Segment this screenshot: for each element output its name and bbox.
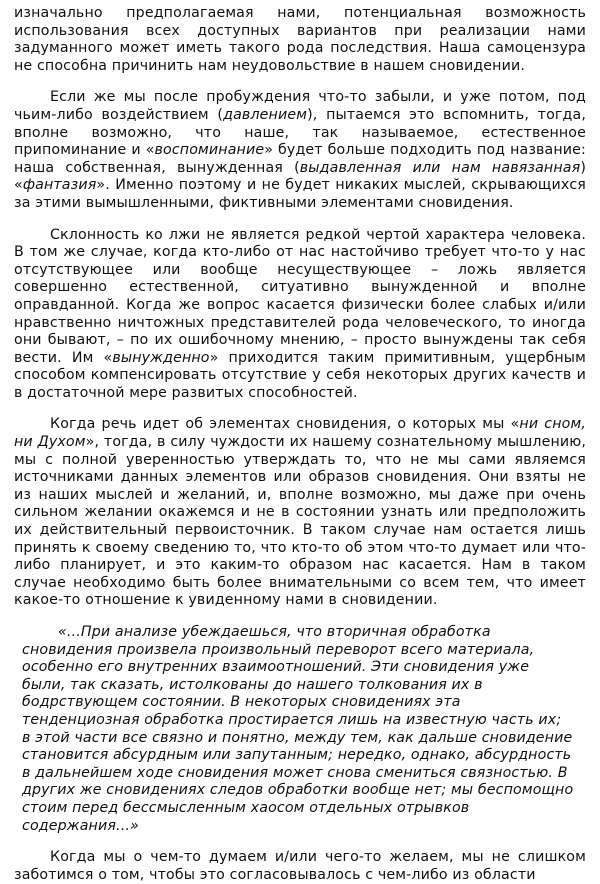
paragraph-2 — [14, 89, 586, 212]
paragraph-4 — [14, 416, 586, 610]
paragraph-6 — [14, 849, 586, 884]
text-segment: ), пытаемся это вспомнить, тогда, вполне возможно, что наше, так называемое, естественное припоминание и « — [14, 106, 586, 159]
italic-text-segment: вынужденно — [112, 349, 210, 366]
text-segment: Если же мы после пробуждения что-то забыли, и уже потом, под чьим-либо воздействием ( — [14, 89, 586, 123]
italic-text-segment: давлением — [223, 106, 308, 123]
text-segment: ) « — [14, 159, 586, 194]
text-segment: изначально предполагаемая нами, потенциальная возможность использования всех доступных вариантов при реализации нами задуманного может иметь такого рода последствия. Наша самоцензура не способна причинить нам неудовольствие в нашем сновидении. — [14, 5, 586, 74]
paragraph-3 — [14, 227, 586, 403]
italic-text-segment: ни сном, ни Духом — [14, 416, 586, 451]
italic-text-segment: воспоминание — [154, 142, 265, 159]
text-segment: Когда речь идет об элементах сновидения, о которых мы « — [50, 416, 520, 433]
text-segment: Склонность ко лжи не является редкой чертой характера человека. В том же случае, когда кто-либо от нас настойчиво требует что-то у нас отсутствующее или вообще несуществующее – ложь является совершенно естественной, ситуативно вынужденной и вполне оправданной. Когда же вопрос касается физически более слабых и/или нравственно ничтожных представителей рода человеческого, то иногда они бывают, – по их ошибочному мнению, – просто вынуждены так себя вести. Им « — [14, 226, 586, 366]
text-segment: », тогда, в силу чуждости их нашему сознательному мышлению, мы с полной уверенностью утверждать то, что не мы сами являемся источниками данных элементов или образов сновидения. Они взяты не из наших мыслей и желаний, и, вполне возможно, мы даже при очень сильном желании окажемся и не в состоянии узнать или предположить их действительный первоисточник. В таком случае нам остается лишь принять к своему сведению то, что кто-то об этом что-то думает или что-либо планирует, и это каким-то образом нас касается. Нам в таком случае необходимо быть более внимательными со всем тем, что имеет какое-то отношение к увиденному нами в сновидении. — [14, 434, 587, 609]
text-segment: ». Именно поэтому и не будет никаких мыслей, скрывающихся за этими вымышленными, фиктивными элементами сновидения. — [14, 177, 586, 211]
paragraph-1 — [14, 5, 586, 75]
text-segment: » будет больше подходить под название: наша собственная, вынужденная ( — [14, 142, 586, 176]
text-segment: Когда мы о чем-то думаем и/или чего-то желаем, мы не слишком заботимся о том, чтобы это согласовывалось с чем-либо из области — [14, 849, 586, 883]
text-segment: » приходится таким примитивным, ущербным способом компенсировать отсутствие у себя некоторых других качеств и в достаточной мере развитых способностей. — [14, 349, 586, 401]
quotation-block: «...При анализе убеждаешься, что вторичная обработка сновидения произвела произвольный переворот всего материала, особенно его внутренних взаимоотношений. Эти сновидения уже были, так сказать, истолкованы до нашего толкования их в бодрствующем состоянии. В некоторых сновидениях эта тенденциозная обработка простирается лишь на известную часть их; в этой части все связно и понятно, между тем, как дальше сновидение становится абсурдным или запутанным; нередко, однако, абсурдность в дальнейшем ходе сновидения может снова смениться связностью. В других же сновидениях следов обработки вообще нет; мы беспомощно стоим перед бессмысленным хаосом отдельных отрывков содержания...» — [22, 624, 574, 834]
italic-text-segment: выдавленная или нам навязанная — [299, 159, 581, 176]
italic-text-segment: фантазия — [22, 177, 97, 194]
